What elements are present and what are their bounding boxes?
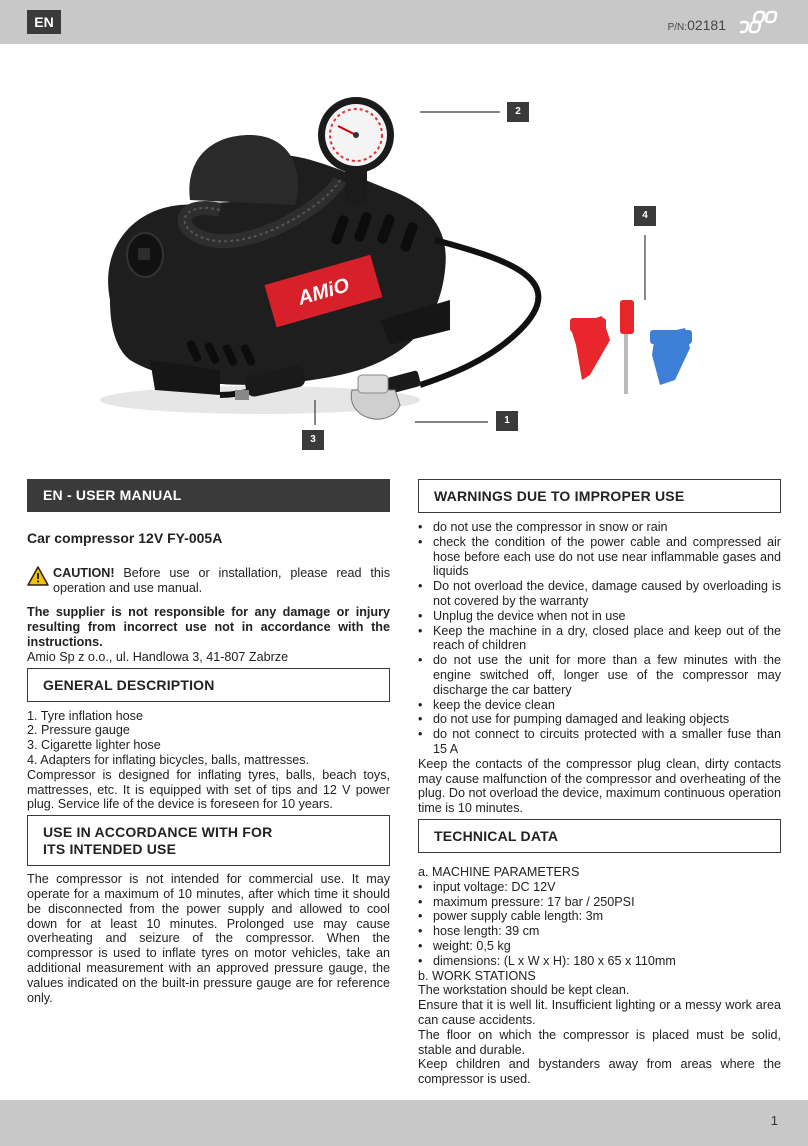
callout-4: 4	[634, 206, 656, 226]
caution-notice	[27, 566, 390, 596]
left-column	[27, 479, 390, 1005]
supplier-note: The supplier is not responsible for any damage or injury resulting from incorrect use not in accordance with the instructions.	[27, 605, 390, 649]
general-description-list	[27, 709, 390, 768]
company-address: Amio Sp z o.o., ul. Handlowa 3, 41-807 Zabrze	[27, 649, 289, 664]
callout-3: 3	[302, 430, 324, 450]
list-item: • Unplug the device when not in use	[418, 609, 781, 624]
general-description-header: GENERAL DESCRIPTION	[27, 668, 390, 702]
warnings-list	[418, 520, 781, 757]
list-item: • hose length: 39 cm	[418, 924, 781, 939]
list-item: • weight: 0,5 kg	[418, 939, 781, 954]
intended-use-header-line1: USE IN ACCORDANCE WITH FOR	[43, 824, 273, 841]
user-manual-header: EN - USER MANUAL	[27, 479, 390, 512]
list-item: • do not connect to circuits protected with a smaller fuse than 15 A	[418, 727, 781, 757]
product-photo	[90, 90, 720, 450]
intended-use-header-line2: ITS INTENDED USE	[43, 841, 177, 858]
work-stations-text-2: Ensure that it is well lit. Insufficient lighting or a messy work area can cause accidents.	[418, 998, 781, 1027]
intended-use-header	[27, 815, 390, 866]
part-number	[668, 18, 726, 36]
intended-use-text: The compressor is not intended for commercial use. It may operate for a maximum of 10 minutes, after which time it should be disconnected from the power supply and allowed to cool down for at least 10 minutes. Prolonged use may cause overheating and seizure of the compressor. When the compressor is used to inflate tyres on motor vehicles, take an additional measurement with an approved pressure gauge, the values indicated on the built-in pressure gauge are for reference only.	[27, 872, 390, 1005]
warnings-text: Keep the contacts of the compressor plug clean, dirty contacts may cause malfunction of the compressor and overheating of the plug. Do not overload the device, maximum continuous operation time is 10 minutes.	[418, 756, 781, 816]
list-item: 3. Cigarette lighter hose	[27, 738, 161, 753]
work-stations-label: b. WORK STATIONS	[418, 968, 536, 983]
caution-text: Before use or installation, please read this operation and use manual.	[53, 565, 390, 595]
callout-2: 2	[507, 102, 529, 122]
general-description-text: Compressor is designed for inflating tyres, balls, beach toys, mattresses, etc. It is equipped with set of tips and 12 V power plug. Service life of the device is foreseen for 10 years.	[27, 767, 390, 812]
work-stations-text-1: The workstation should be kept clean.	[418, 983, 630, 998]
part-number-value: 02181	[687, 17, 726, 33]
list-item: • maximum pressure: 17 bar / 250PSI	[418, 895, 781, 910]
list-item: • input voltage: DC 12V	[418, 880, 781, 895]
technical-data-header: TECHNICAL DATA	[418, 819, 781, 853]
callout-1: 1	[496, 411, 518, 431]
list-item: • do not use the compressor in snow or rain	[418, 520, 781, 535]
warning-icon	[27, 566, 49, 586]
list-item: 2. Pressure gauge	[27, 723, 130, 738]
product-title: Car compressor 12V FY-005A	[27, 530, 223, 546]
brand-logo-icon	[740, 10, 780, 36]
list-item: • Keep the machine in a dry, closed place and keep out of the reach of children	[418, 624, 781, 654]
caution-label: CAUTION!	[53, 565, 115, 580]
work-stations-text-3: The floor on which the compressor is placed must be solid, stable and durable.	[418, 1027, 781, 1057]
warnings-header: WARNINGS DUE TO IMPROPER USE	[418, 479, 781, 513]
machine-parameters-list	[418, 880, 781, 969]
list-item: 1. Tyre inflation hose	[27, 708, 143, 723]
list-item: 4. Adapters for inflating bicycles, balls, mattresses.	[27, 752, 310, 767]
right-column	[418, 479, 781, 1087]
bottom-bar	[0, 1100, 808, 1146]
language-badge: EN	[27, 10, 61, 34]
brand-plate-text: AMiO	[295, 274, 352, 310]
list-item: • dimensions: (L x W x H): 180 x 65 x 110mm	[418, 954, 781, 969]
work-stations-text-4: Keep children and bystanders away from areas where the compressor is used.	[418, 1057, 781, 1087]
list-item: • power supply cable length: 3m	[418, 909, 781, 924]
list-item: • keep the device clean	[418, 698, 781, 713]
part-number-label: P/N:	[667, 22, 688, 33]
top-bar	[0, 0, 808, 44]
list-item: • do not use the unit for more than a few minutes with the engine switched off, longer use of the compressor may discharge the car battery	[418, 653, 781, 697]
page-number: 1	[770, 1113, 778, 1128]
list-item: • Do not overload the device, damage caused by overloading is not covered by the warranty	[418, 579, 781, 609]
list-item: • check the condition of the power cable and compressed air hose before each use do not use near inflammable gases and liquids	[418, 535, 781, 579]
machine-parameters-label: a. MACHINE PARAMETERS	[418, 864, 580, 879]
list-item: • do not use for pumping damaged and leaking objects	[418, 712, 781, 727]
